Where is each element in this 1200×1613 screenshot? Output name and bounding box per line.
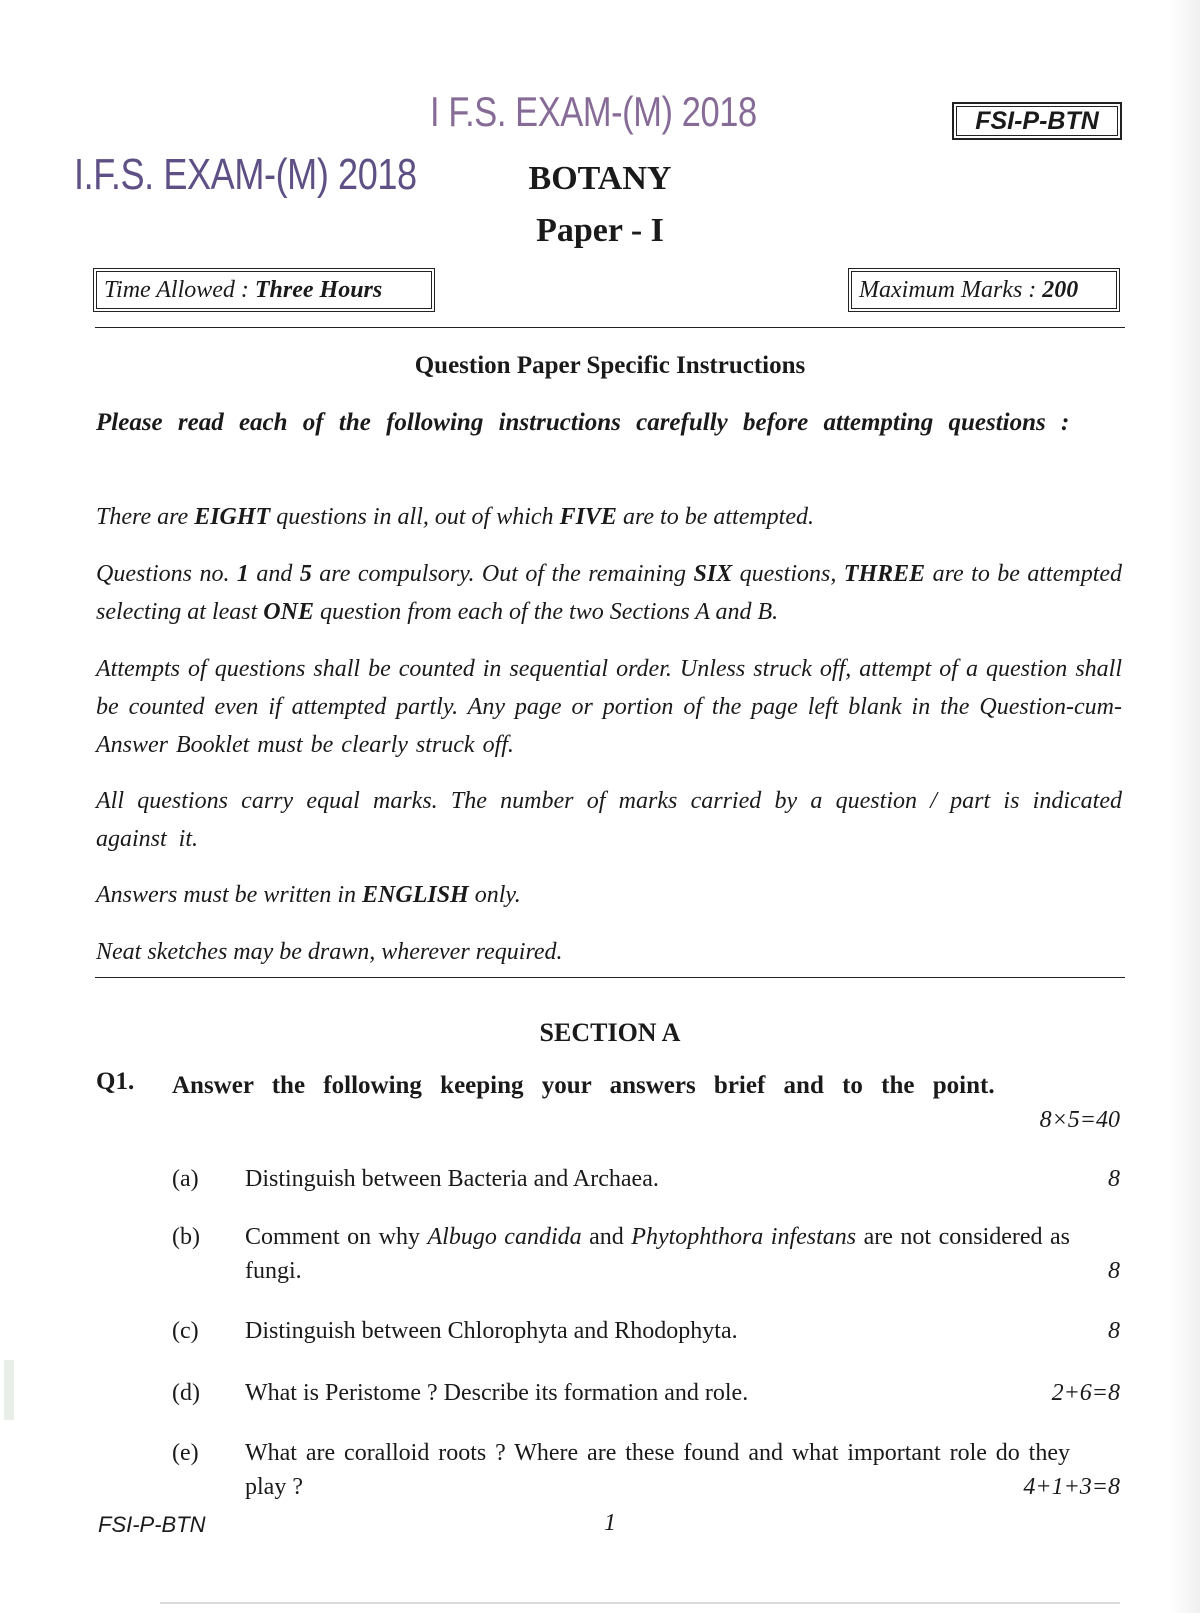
part-b-text: Comment on why Albugo candida and Phytophthora infestans are not considered as fungi. [245, 1224, 1071, 1284]
instruction-attempts: Attempts of questions shall be counted in sequential order. Unless struck off, attempt of a question shall be counted even if attempted partly. Any page or portion of the page left blank in the Question-cum-Answer Booklet must be clearly struck off. [96, 656, 1122, 758]
part-b-letter: (b) [172, 1224, 200, 1250]
instruction-compulsory: Questions no. 1 and 5 are compulsory. Out of the remaining SIX questions, THREE are to be attempted selecting at least ONE question from each of the two Sections A and B. [96, 561, 1123, 625]
instructions-heading: Question Paper Specific Instructions [414, 352, 806, 379]
part-e-letter: (e) [172, 1440, 199, 1466]
scan-bottom-strip [160, 1602, 1120, 1604]
instructions-intro: Please read each of the following instructions carefully before attempting questions : [96, 409, 1070, 436]
instruction-language: Answers must be written in ENGLISH only. [96, 882, 521, 908]
part-c-text: Distinguish between Chlorophyta and Rhodophyta. [245, 1318, 738, 1344]
instruction-question-count: There are EIGHT questions in all, out of which FIVE are to be attempted. [96, 504, 814, 530]
section-title: SECTION A [539, 1018, 681, 1047]
divider-top [95, 327, 1125, 328]
instruction-marks: All questions carry equal marks. The number of marks carried by a question / part is indicated against it. [96, 788, 1122, 852]
divider-bottom [95, 977, 1125, 978]
part-d-letter: (d) [172, 1380, 200, 1406]
part-b-marks: 8 [1108, 1258, 1120, 1284]
part-a-text: Distinguish between Bacteria and Archaea. [245, 1166, 659, 1192]
instruction-sketches: Neat sketches may be drawn, wherever required. [96, 939, 563, 965]
part-e-text: What are coralloid roots ? Where are these found and what important role do they play ? [245, 1440, 1070, 1500]
paper-code-box: FSI-P-BTN [952, 102, 1122, 140]
maximum-marks-box [848, 268, 1120, 312]
time-allowed-label: Time Allowed : [104, 277, 255, 303]
exam-stamp-top: I F.S. EXAM-(M) 2018 [430, 88, 757, 135]
part-c-letter: (c) [172, 1318, 199, 1344]
part-d-text: What is Peristome ? Describe its formation and role. [245, 1380, 749, 1406]
part-a-marks: 8 [1108, 1166, 1120, 1192]
footer-paper-code: FSI-P-BTN [98, 1512, 206, 1537]
question-marks: 8×5=40 [1039, 1107, 1120, 1133]
part-a-letter: (a) [172, 1166, 199, 1192]
question-number: Q1. [96, 1068, 135, 1095]
part-e-marks: 4+1+3=8 [1023, 1474, 1120, 1500]
maximum-marks-value: 200 [1042, 277, 1079, 303]
part-d-marks: 2+6=8 [1051, 1380, 1120, 1406]
scan-mark [4, 1360, 14, 1420]
question-text: Answer the following keeping your answers brief and to the point. [172, 1072, 995, 1099]
exam-stamp-left: I.F.S. EXAM-(M) 2018 [74, 150, 417, 199]
subject-title: BOTANY [528, 160, 672, 197]
paper-title: Paper - I [536, 212, 664, 249]
maximum-marks-label: Maximum Marks : [859, 277, 1043, 303]
time-allowed-box [93, 268, 435, 312]
time-allowed-value: Three Hours [254, 277, 383, 303]
page-number: 1 [604, 1510, 616, 1536]
part-c-marks: 8 [1108, 1318, 1120, 1344]
